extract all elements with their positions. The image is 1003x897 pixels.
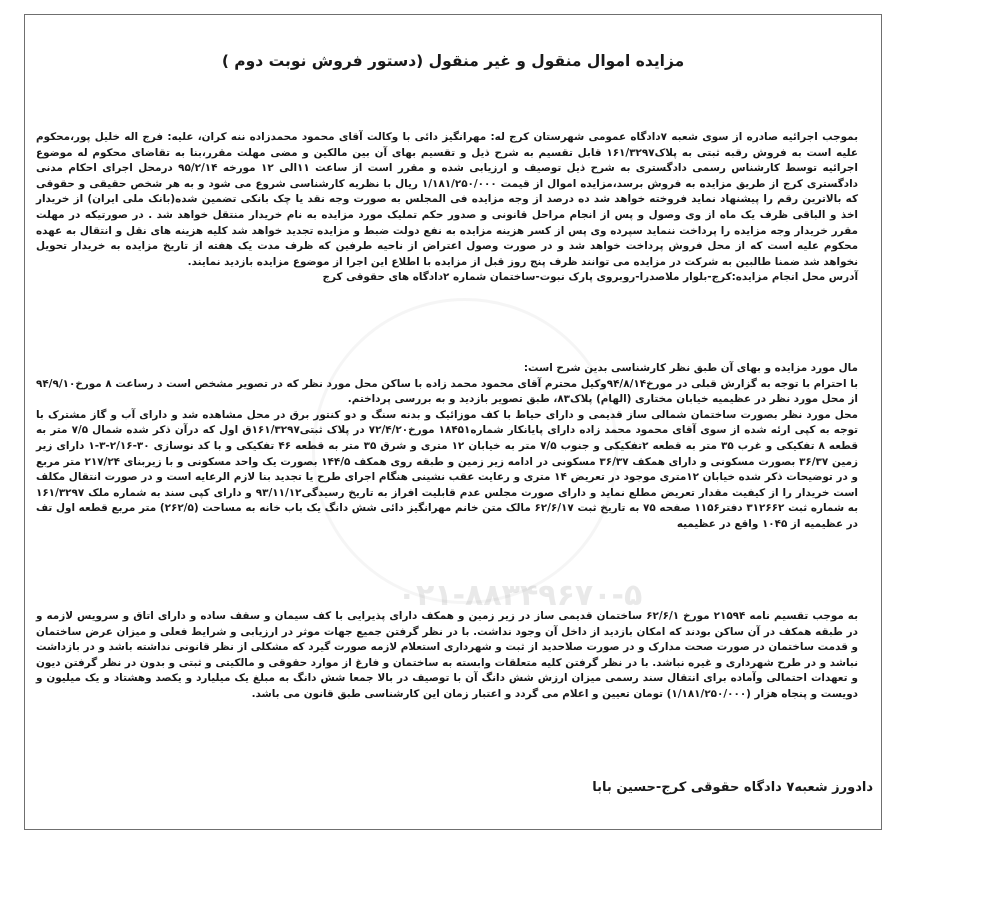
publisher-watermark-phone: ۰۲۱-۸۸۳۴۹۶۷۰-۵ (397, 578, 643, 613)
valuation-paragraph: به موجب تقسیم نامه ۲۱۵۹۴ مورخ ۶۲/۶/۱ ساختمان قدیمی ساز در زیر زمین و همکف دارای پذیرایی با کف سیمان و سقف ساده و دارای اتاق و سرویس لازمه و در طبقه همکف در آن ساکن بودند که امکان بازدید از داخل آن وجود نداشت. با در نظر گرفتن جمیع جهات موثر در ارزیابی و شرایط فعلی و میزان عرض ساختمان و قدمت ساختمان در صورت صحت مدارک و در صورت صلاحدید از ثبت و شهرداری استعلام لازمه صورت گیرد که مشکلی از نظر قانونی نداشته باشد و در بازداشت نباشد و در طرح شهرداری و غیره نباشد. با در نظر گرفتن کلیه متعلقات وابسته به ساختمان و فارغ از موارد حقوقی و مالکیتی و ثبتی و بدون در نظر گرفتن دیون و تعهدات احتمالی وآماده برای انتقال سند رسمی میزان ارزش شش دانگ آن با توصیف در بالا جمعا شش دانگ به مبلغ یک میلیارد و یکصد وهشتاد و یک میلیون و دویست و پنجاه هزار (۱/۱۸۱/۲۵۰/۰۰۰) تومان تعیین و اعلام می گردد و اعتبار زمان این کارشناسی طبق قانون می باشد. (36, 610, 858, 700)
notice-section-valuation (36, 609, 858, 703)
inspection-paragraph: با احترام با توجه به گزارش قبلی در مورخ۹۴/۸/۱۴وکیل محترم آقای محمود محمد زاده با ساکن محل مورد نظر که در تصویر مشخص است د رساعت ۸ مورخ۹۴/۹/۱۰ از محل مورد نظر در عظیمیه خیابان مختاری (الهام) پلاک۸۳، طبق تصویر بازدید و به بررسی پرداختم. (36, 377, 859, 406)
notice-section-property-description (36, 361, 858, 533)
property-details-paragraph: محل مورد نظر بصورت ساختمان شمالی ساز قدیمی و دارای حیاط با کف موزائیک و بدنه سنگ و دو کنتور برق در محل مشاهده شد و دارای آب و گاز مشترک با توجه به کپی ارئه شده از سوی آقای محمود محمد زاده دارای پایانکار شماره۱۸۴۵۱ مورخ۷۲/۴/۲۰ در پلاک ثبتی۱۶۱/۳۲۹۷ق اول که درآن ذکر شده شمال ۷/۵ متر به قطعه ۸ تفکیکی و غرب ۳۵ متر به قطعه ۲تفکیکی و جنوب ۷/۵ متر به خیابان ۱۲ متری و شرق ۳۵ متر به قطعه ۴۶ تفکیکی و با کد نوسازی ۳۰-۲/۱۶-۳-۱ دارای زیر زمین ۳۶/۳۷ بصورت مسکونی و دارای همکف ۳۶/۳۷ مسکونی در ادامه زیر زمین و طبقه روی همکف ۱۴۴/۵ بصورت یک واحد مسکونی و با زیربنای ۲۱۷/۲۴ متر مربع و در توضیحات ذکر شده خیابان ۱۲متری موجود در تعریض ۱۴ متری و رعایت عقب نشینی هنگام اجرای طرح یا تجدید بنا لازم الرعایه است و در صورت انتقال مکلف است خریدار را از کیفیت مقدار تعریض مطلع نماید و دارای صورت مجلس عدم قابلیت افراز به تاریخ رسیدگی۹۳/۱۱/۱۲ و دارای کپی سند به شماره ملک ۱۶۱/۳۲۹۷ به شماره ثبت ۳۱۲۶۶۲ دفتر۱۱۵۶ صفحه ۷۵ به تاریخ ثبت ۶۲/۶/۱۷ مالک متن خانم مهرانگیز دائی شش دانگ یک باب خانه به مساحت (۲۶۲/۵) متر مربع قطعه اول تف در عظیمیه از ۱۰۴۵ واقع در عظیمیه (36, 408, 859, 530)
property-description-intro: مال مورد مزایده و بهای آن طبق نظر کارشناسی بدین شرح است: (523, 362, 858, 374)
auction-address: آدرس محل انجام مزایده:کرج-بلوار ملاصدرا-روبروی پارک نبوت-ساختمان شماره ۲دادگاه های حقوقی کرج (322, 271, 858, 284)
notice-section-auction-terms (36, 130, 858, 286)
notice-signature: دادورز شعبه۷ دادگاه حقوقی کرج-حسین بابا (592, 780, 873, 795)
notice-title: مزایده اموال منقول و غیر منقول (دستور فروش نوبت دوم ) (221, 52, 685, 70)
auction-terms-paragraph: بموجب اجرائیه صادره از سوی شعبه ۷دادگاه عمومی شهرستان کرج له: مهرانگیز دائی با وکالت آقای محمود محمدزاده ننه کران، علیه: فرج اله خلیل پور،محکوم علیه است به فروش رقبه ثبتی به پلاک۱۶۱/۳۲۹۷ قابل تقسیم به شرح ذیل و تقسیم بهای آن بین مالکین و مضی مهلت مقرر،بنا به تقاضای محکوم له موضوع اجرائیه توسط کارشناس رسمی دادگستری به شرح ذیل توصیف و ارزیابی شده و مقرر است از ساعت ۱۱الی ۱۲ مورخه ۹۵/۲/۱۴ درمحل اجرای احکام مدنی دادگستری کرج از طریق مزایده به فروش برسد،مزایده اموال از قیمت ۱/۱۸۱/۲۵۰/۰۰۰ ریال با نظریه کارشناسی شروع می شود و به هر شخص حقیقی و حقوقی که بالاترین رقم را پیشنهاد نماید فروخته خواهد شد ده درصد از وجه مزایده فی المجلس به صورت وجه نقد یا چک بانکی تضمین شده(بانک ملی ایران) از خریدار اخذ و الباقی ظرف یک ماه از وی وصول و پس از انجام مراحل قانونی و صدور حکم تملیک مورد مزایده به نام خریدار منتقل خواهد شد . در صورتیکه در مهلت مقرر خریدار وجه مزایده را پرداخت ننماید سپرده وی پس از کسر هزینه مزایده به نفع دولت ضبط و مزایده تجدید خواهد شد کلیه هزینه های نقل و انتقال به عهده محکوم علیه است که از محل فروش پرداخت خواهد شد و در صورت وصول اعتراض از ناحیه طرفین که ظرف مدت یک هفته از تاریخ مزایده به خریدار تحویل نخواهد شد ضمنا طالبین به شرکت در مزایده می توانند ظرف پنج روز قبل از مزایده با اطلاع این اجرا از موضوع مزایده بازدید نمایند. (36, 131, 859, 268)
